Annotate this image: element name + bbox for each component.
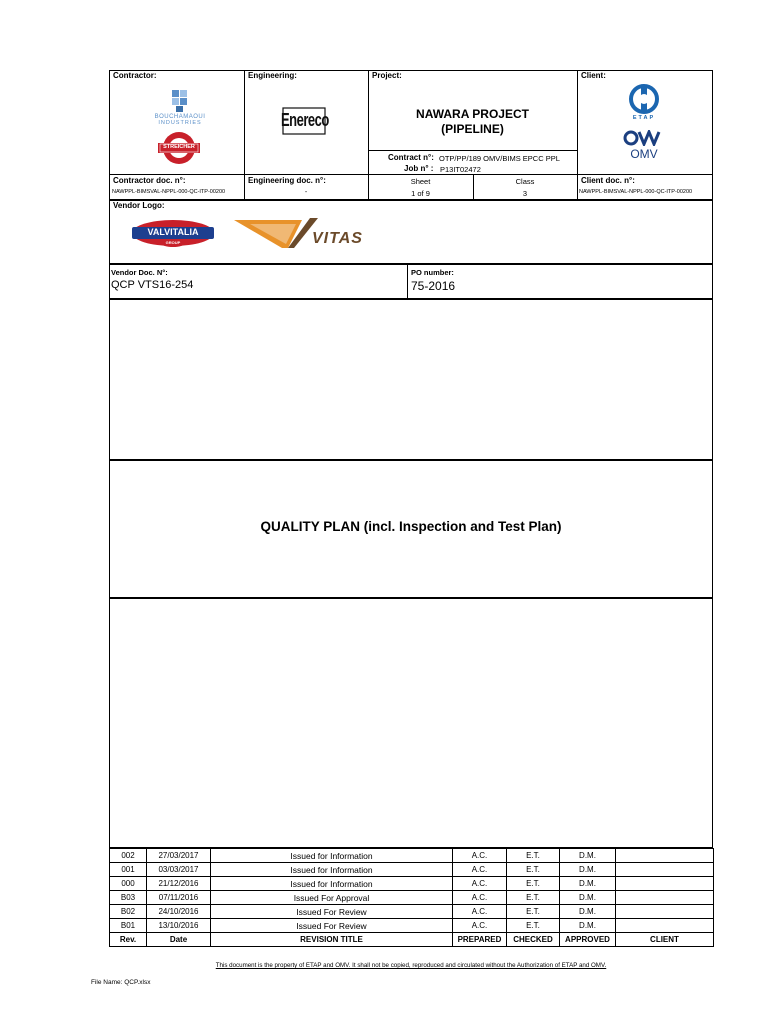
contractor-doc-value: NAWPPL-BIMSVAL-NPPL-000-QC-ITP-00200 — [112, 189, 226, 195]
sheet-label: Sheet — [410, 177, 431, 186]
date-cell: 03/03/2017 — [147, 863, 211, 877]
streicher-logo — [156, 130, 202, 166]
enereco-name: Enereco — [281, 109, 329, 130]
client-label: Client: — [581, 71, 606, 80]
approved-cell: D.M. — [560, 905, 616, 919]
valvitalia-sub: GROUP — [165, 240, 181, 245]
revision-title-cell: Issued For Review — [211, 905, 453, 919]
vendor-doc-value: QCP VTS16-254 — [111, 279, 194, 291]
approved-cell: D.M. — [560, 877, 616, 891]
class-label: Class — [515, 177, 535, 186]
blank-section-top — [109, 299, 713, 460]
header-divider-1 — [244, 70, 245, 200]
date-cell: 07/11/2016 — [147, 891, 211, 905]
prepared-cell: A.C. — [453, 905, 507, 919]
prepared-cell: A.C. — [453, 891, 507, 905]
approved-cell: D.M. — [560, 849, 616, 863]
contract-value: OTP/PP/189 OMV/BIMS EPCC PPL — [439, 154, 560, 163]
etap-emblem-icon — [624, 84, 664, 116]
vendor-doc-label: Vendor Doc. N°: — [111, 268, 168, 277]
client-doc-label: Client doc. n°: — [581, 176, 635, 185]
revision-title-cell: Issued for Information — [211, 863, 453, 877]
rev-header: Rev. — [110, 933, 147, 947]
revision-title-cell: Issued For Approval — [211, 891, 453, 905]
blank-section-bottom — [109, 598, 713, 848]
prepared-cell: A.C. — [453, 877, 507, 891]
enereco-logo — [281, 106, 327, 136]
prepared-header: PREPARED — [453, 933, 507, 947]
client-cell — [616, 863, 714, 877]
revision-row — [110, 891, 714, 905]
approved-header: APPROVED — [560, 933, 616, 947]
etap-logo — [624, 84, 664, 124]
contract-row-line — [368, 150, 577, 151]
omv-mark-icon — [622, 130, 666, 146]
checked-cell: E.T. — [507, 863, 560, 877]
project-label: Project: — [372, 71, 402, 80]
vitas-logo — [232, 214, 374, 252]
client-cell — [616, 891, 714, 905]
valvitalia-name: VALVITALIA — [147, 227, 199, 237]
client-cell — [616, 905, 714, 919]
checked-cell: E.T. — [507, 877, 560, 891]
approved-cell: D.M. — [560, 863, 616, 877]
revision-row — [110, 905, 714, 919]
client-header: CLIENT — [616, 933, 714, 947]
revision-row — [110, 849, 714, 863]
revision-row — [110, 877, 714, 891]
header-divider-3 — [577, 70, 578, 200]
date-cell: 24/10/2016 — [147, 905, 211, 919]
checked-cell: E.T. — [507, 919, 560, 933]
revision-title-cell: Issued for Information — [211, 877, 453, 891]
date-cell: 27/03/2017 — [147, 849, 211, 863]
bouchamaoui-logo — [140, 88, 220, 126]
date-header: Date — [147, 933, 211, 947]
client-cell — [616, 919, 714, 933]
revision-row — [110, 919, 714, 933]
engineering-label: Engineering: — [248, 71, 297, 80]
po-value: 75-2016 — [411, 279, 456, 293]
rev-cell: 000 — [110, 877, 147, 891]
checked-cell: E.T. — [507, 891, 560, 905]
checked-cell: E.T. — [507, 849, 560, 863]
po-label: PO number: — [411, 268, 454, 277]
valvitalia-logo — [130, 218, 216, 248]
vendor-po-divider — [407, 264, 408, 299]
prepared-cell: A.C. — [453, 849, 507, 863]
revision-title-cell: Issued for Information — [211, 849, 453, 863]
approved-cell: D.M. — [560, 891, 616, 905]
approved-cell: D.M. — [560, 919, 616, 933]
rev-cell: B01 — [110, 919, 147, 933]
revision-header-row — [110, 933, 714, 947]
revision-row — [110, 863, 714, 877]
document-title: QUALITY PLAN (incl. Inspection and Test Plan) — [260, 519, 562, 534]
vendor-logo-label: Vendor Logo: — [113, 201, 165, 210]
client-doc-value: NAWPPL-BIMSVAL-NPPL-000-QC-ITP-00200 — [579, 189, 693, 195]
project-title-line2: (PIPELINE) — [441, 122, 504, 136]
contractor-doc-label: Contractor doc. n°: — [113, 176, 186, 185]
bouchamaoui-subname: INDUSTRIES — [158, 120, 202, 126]
prepared-cell: A.C. — [453, 919, 507, 933]
date-cell: 13/10/2016 — [147, 919, 211, 933]
date-cell: 21/12/2016 — [147, 877, 211, 891]
checked-cell: E.T. — [507, 905, 560, 919]
revision-title-cell: Issued For Review — [211, 919, 453, 933]
rev-cell: B03 — [110, 891, 147, 905]
class-value: 3 — [522, 189, 528, 198]
contract-label: Contract n°: — [388, 153, 434, 162]
vitas-name: VITAS — [312, 230, 363, 247]
engineering-doc-label: Engineering doc. n°: — [248, 176, 326, 185]
bouchamaoui-name: BOUCHAMAOUI — [154, 114, 206, 120]
engineering-doc-value: - — [304, 189, 308, 196]
job-value: P13IT02472 — [440, 165, 481, 174]
omv-name: OMV — [630, 147, 658, 161]
revision-title-header: REVISION TITLE — [211, 933, 453, 947]
streicher-name: STREICHER — [163, 144, 195, 150]
client-cell — [616, 877, 714, 891]
revision-table — [109, 848, 714, 947]
client-cell — [616, 849, 714, 863]
prepared-cell: A.C. — [453, 863, 507, 877]
property-notice: This document is the property of ETAP and OMV. It shall not be copied, reproduced and circulated without the Authorization of ETAP and OMV. — [215, 962, 607, 969]
job-label: Job n° : — [404, 164, 434, 173]
checked-header: CHECKED — [507, 933, 560, 947]
bouchamaoui-cube-icon — [140, 88, 220, 114]
file-name: File Name: QCP.xlsx — [91, 979, 151, 986]
rev-cell: 001 — [110, 863, 147, 877]
project-title-line1: NAWARA PROJECT — [416, 107, 529, 121]
omv-logo — [622, 130, 666, 164]
header-doc-row-line — [109, 174, 713, 175]
contractor-label: Contractor: — [113, 71, 157, 80]
sheet-value: 1 of 9 — [411, 189, 430, 198]
rev-cell: 002 — [110, 849, 147, 863]
rev-cell: B02 — [110, 905, 147, 919]
etap-name: ETAP — [632, 115, 656, 121]
